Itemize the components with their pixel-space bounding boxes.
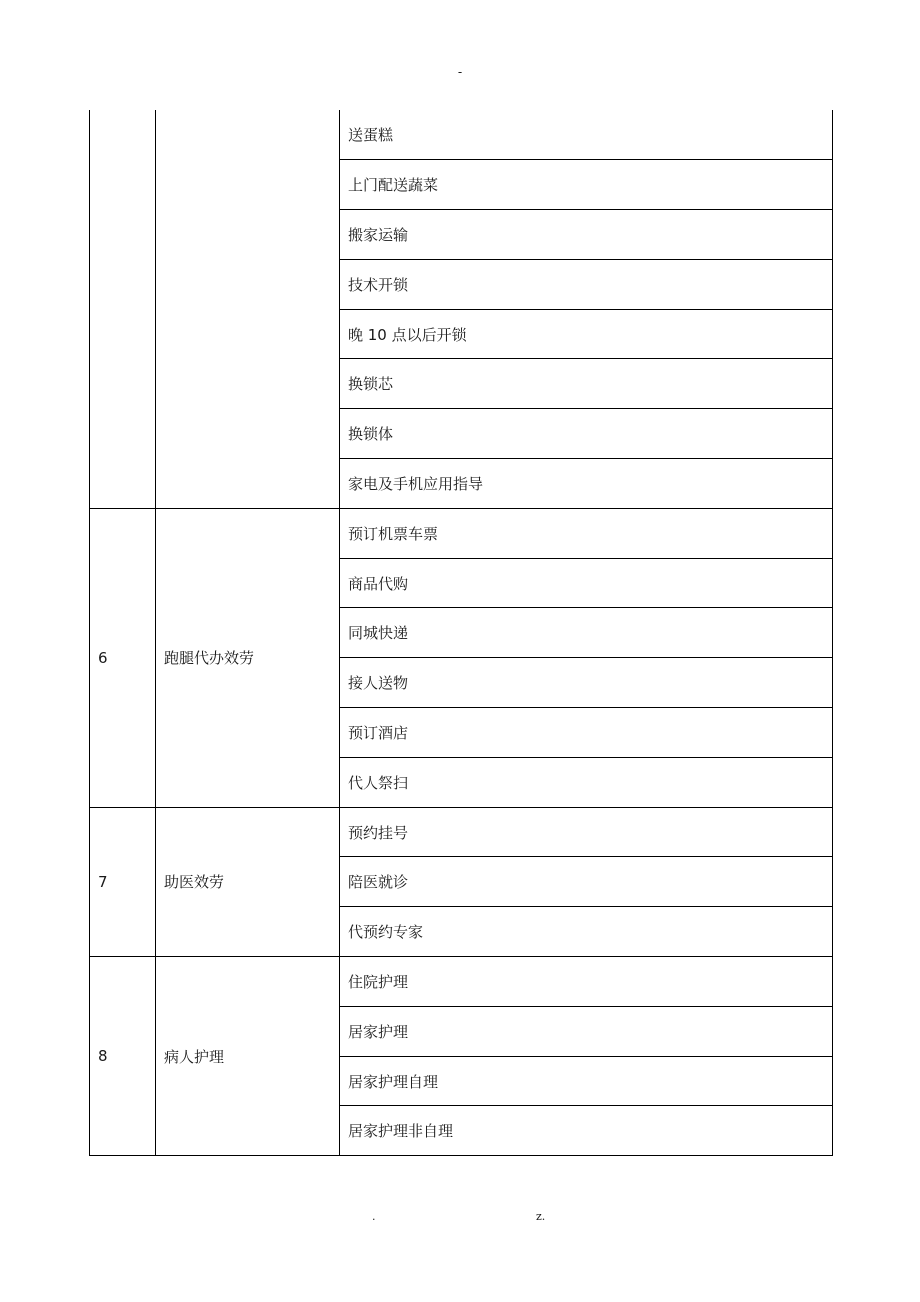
group-category: 跑腿代办效劳 xyxy=(156,508,340,807)
group-number: 7 xyxy=(90,807,156,956)
group-category: 病人护理 xyxy=(156,957,340,1156)
table-row xyxy=(90,957,833,1007)
service-item: 居家护理自理 xyxy=(340,1056,833,1106)
group-category: 助医效劳 xyxy=(156,807,340,956)
service-item: 晚 10 点以后开锁 xyxy=(340,309,833,359)
group-number: 6 xyxy=(90,508,156,807)
table-row xyxy=(90,807,833,857)
group-number: 8 xyxy=(90,957,156,1156)
group-category-cell xyxy=(156,110,340,508)
service-item: 换锁芯 xyxy=(340,359,833,409)
service-item: 预订机票车票 xyxy=(340,508,833,558)
service-item: 搬家运输 xyxy=(340,210,833,260)
service-item: 预约挂号 xyxy=(340,807,833,857)
service-item: 代预约专家 xyxy=(340,907,833,957)
service-item: 送蛋糕 xyxy=(340,110,833,160)
service-item: 技术开锁 xyxy=(340,259,833,309)
footer-right-mark: z. xyxy=(536,1210,546,1223)
service-item: 接人送物 xyxy=(340,658,833,708)
table-row xyxy=(90,508,833,558)
service-table xyxy=(89,110,833,1156)
service-item: 居家护理非自理 xyxy=(340,1106,833,1156)
service-item: 换锁体 xyxy=(340,409,833,459)
service-item: 陪医就诊 xyxy=(340,857,833,907)
service-item: 上门配送蔬菜 xyxy=(340,160,833,210)
table-row xyxy=(90,110,833,160)
service-item: 代人祭扫 xyxy=(340,757,833,807)
service-item: 同城快递 xyxy=(340,608,833,658)
service-item: 预订酒店 xyxy=(340,708,833,758)
header-mark: - xyxy=(457,65,463,79)
service-item: 商品代购 xyxy=(340,558,833,608)
service-item: 住院护理 xyxy=(340,957,833,1007)
group-number-cell xyxy=(90,110,156,508)
footer-left-mark: . xyxy=(372,1210,376,1223)
service-item: 家电及手机应用指导 xyxy=(340,459,833,509)
service-item: 居家护理 xyxy=(340,1006,833,1056)
